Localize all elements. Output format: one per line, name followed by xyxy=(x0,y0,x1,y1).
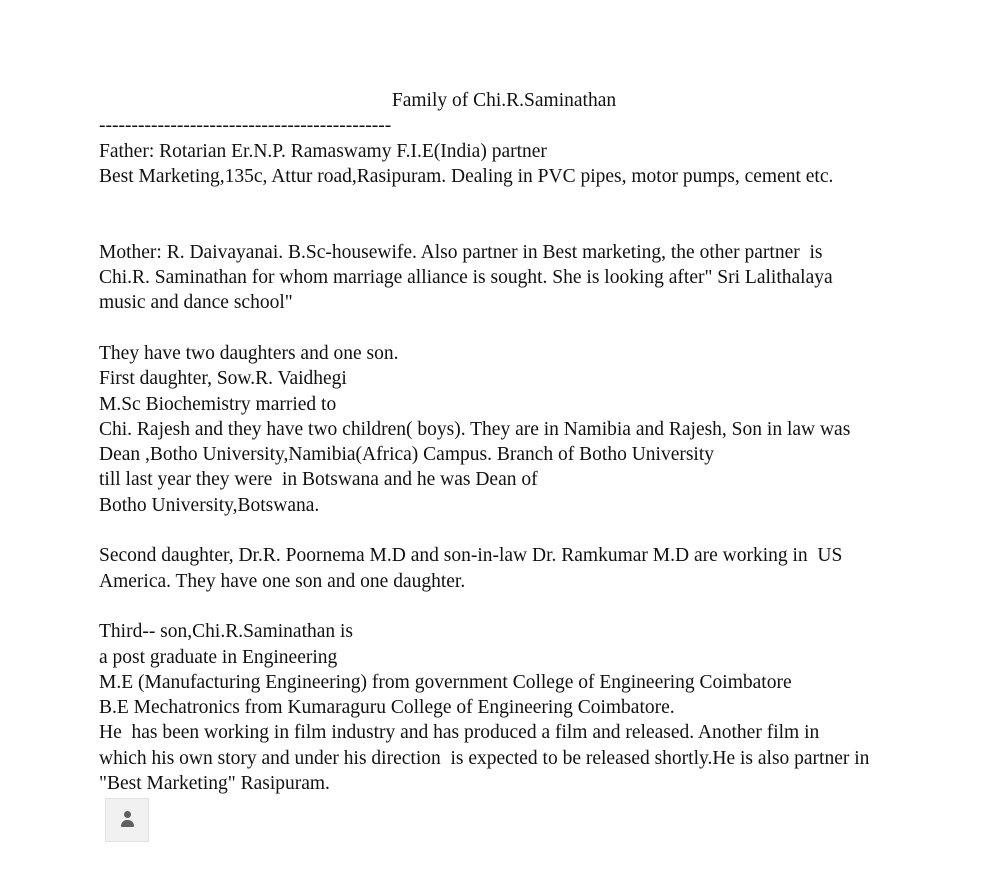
son-line-5: He has been working in film industry and has produced a film and released. Another film in xyxy=(99,722,820,744)
son-line-3: M.E (Manufacturing Engineering) from government College of Engineering Coimbatore xyxy=(99,671,792,693)
children-line-2: First daughter, Sow.R. Vaidhegi xyxy=(99,368,347,390)
children-line-4: Chi. Rajesh and they have two children( boys). They are in Namibia and Rajesh, Son in law was xyxy=(99,418,851,440)
father-line-1: Father: Rotarian Er.N.P. Ramaswamy F.I.E(India) partner xyxy=(99,140,547,162)
mother-line-1: Mother: R. Daivayanai. B.Sc-housewife. Also partner in Best marketing, the other partner is xyxy=(99,241,823,263)
paragraph-gap xyxy=(99,189,989,240)
document-title: Family of Chi.R.Saminathan xyxy=(391,90,617,111)
father-line-2: Best Marketing,135c, Attur road,Rasipuram. Dealing in PVC pipes, motor pumps, cement etc. xyxy=(99,165,834,187)
children-line-1: They have two daughters and one son. xyxy=(99,342,399,364)
son-line-1: Third-- son,Chi.R.Saminathan is xyxy=(99,621,354,643)
paragraph-gap xyxy=(99,316,989,341)
attachment-thumbnail[interactable] xyxy=(105,798,149,842)
son-line-4: B.E Mechatronics from Kumaraguru College of Engineering Coimbatore. xyxy=(99,697,675,719)
mother-line-2: Chi.R. Saminathan for whom marriage alliance is sought. She is looking after" Sri Lalithalaya xyxy=(99,267,833,289)
children-line-5: Dean ,Botho University,Namibia(Africa) Campus. Branch of Botho University xyxy=(99,444,715,466)
son-line-2: a post graduate in Engineering xyxy=(99,646,338,668)
separator-line: --------------------------------------------- xyxy=(99,115,392,137)
document-body xyxy=(99,88,989,796)
son-line-6: which his own story and under his direction is expected to be released shortly.He is also partner in xyxy=(99,747,870,769)
paragraph-gap xyxy=(99,518,989,543)
paragraph-gap xyxy=(99,594,989,619)
children-line-6: till last year they were in Botswana and he was Dean of xyxy=(99,469,538,491)
mother-line-3: music and dance school" xyxy=(99,292,293,314)
son-line-7: "Best Marketing" Rasipuram. xyxy=(99,773,330,795)
second-daughter-line-1: Second daughter, Dr.R. Poornema M.D and son-in-law Dr. Ramkumar M.D are working in US xyxy=(99,545,843,567)
children-line-3: M.Sc Biochemistry married to xyxy=(99,393,337,415)
second-daughter-line-2: America. They have one son and one daughter. xyxy=(99,570,466,592)
children-line-7: Botho University,Botswana. xyxy=(99,494,320,516)
